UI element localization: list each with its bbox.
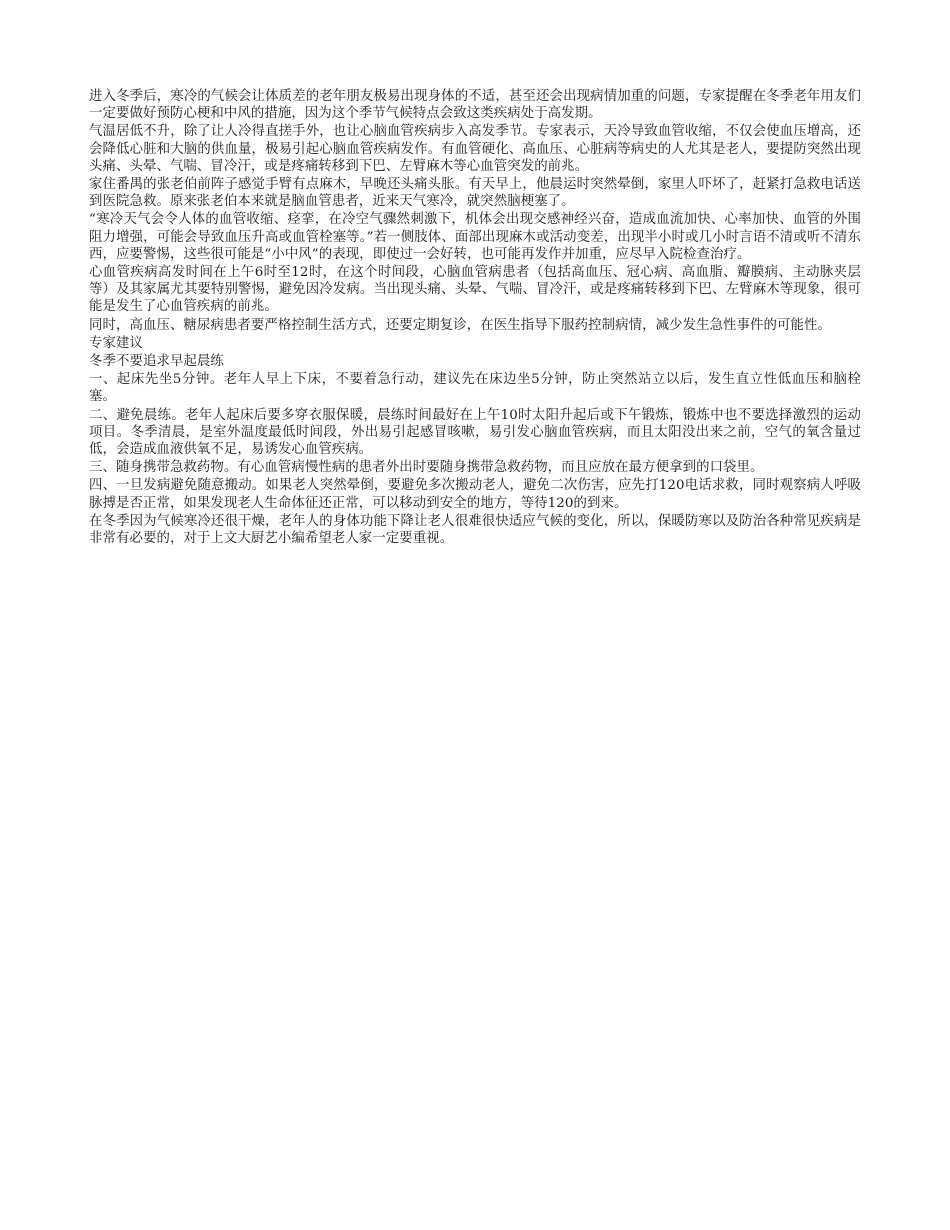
advice-item-3: 三、随身携带急救药物。有心血管病慢性病的患者外出时要随身携带急救药物，而且应放在最方便拿到的口袋里。 bbox=[89, 460, 764, 476]
paragraph-temperature: 气温居低不升，除了让人冷得直搓手外，也让心脑血管疾病步入高发季节。专家表示，天冷导致血管收缩，不仅会使血压增高，还会降低心脏和大脑的供血量，极易引起心脑血管疾病发作。有血管硬化、高血压、心脏病等病史的人尤其是老人，要提防突然出现头痛、头晕、气喘、冒冷汗，或是疼痛转移到下巴、左臂麻木等心血管突发的前兆。 bbox=[89, 124, 861, 174]
paragraph-peak-time: 心血管疾病高发时间在上午6时至12时，在这个时间段，心脑血管病患者（包括高血压、冠心病、高血脂、瓣膜病、主动脉夹层等）及其家属尤其要特别警惕，避免因冷发病。当出现头痛、头晕、气喘、冒冷汗，或是疼痛转移到下巴、左臂麻木等现象，很可能是发生了心血管疾病的前兆。 bbox=[89, 265, 861, 315]
paragraph-conclusion: 在冬季因为气候寒冷还很干燥，老年人的身体功能下降让老人很难很快适应气候的变化，所以，保暖防寒以及防治各种常见疾病是非常有必要的，对于上文大厨艺小编希望老人家一定要重视。 bbox=[89, 513, 861, 547]
section-heading-expert-advice: 专家建议 bbox=[89, 335, 143, 351]
section-subheading-morning-exercise: 冬季不要追求早起晨练 bbox=[89, 354, 224, 370]
paragraph-intro: 进入冬季后，寒冷的气候会让体质差的老年朋友极易出现身体的不适，甚至还会出现病情加重的问题，专家提醒在冬季老年用友们一定要做好预防心梗和中风的措施，因为这个季节气候特点会致这类疾病处于高发期。 bbox=[89, 89, 861, 122]
paragraph-case-story: 家住番禺的张老伯前阵子感觉手臂有点麻木，早晚还头痛头胀。有天早上，他晨运时突然晕倒，家里人吓坏了，赶紧打急救电话送到医院急救。原来张老伯本来就是脑血管患者，近来天气寒冷，就突然脑梗塞了。 bbox=[89, 177, 861, 210]
advice-item-1: 一、起床先坐5分钟。老年人早上下床，不要着急行动，建议先在床边坐5分钟，防止突然站立以后，发生直立性低血压和脑栓塞。 bbox=[89, 372, 861, 405]
paragraph-lifestyle: 同时，高血压、糖尿病患者要严格控制生活方式，还要定期复诊，在医生指导下服药控制病情，减少发生急性事件的可能性。 bbox=[89, 317, 831, 333]
article-body bbox=[89, 88, 861, 548]
advice-item-2: 二、避免晨练。老年人起床后要多穿衣服保暖，晨练时间最好在上午10时太阳升起后或下午锻炼，锻炼中也不要选择激烈的运动项目。冬季清晨，是室外温度最低时间段，外出易引起感冒咳嗽，易引发心脑血管疾病，而且太阳没出来之前，空气的氧含量过低，会造成血液供氧不足，易诱发心血管疾病。 bbox=[89, 407, 861, 458]
paragraph-cold-effects: “寒冷天气会令人体的血管收缩、痉挛，在冷空气骤然刺激下，机体会出现交感神经兴奋，造成血流加快、心率加快、血管的外围阻力增强，可能会导致血压升高或血管栓塞等。”若一侧肢体、面部出现麻木或活动变差，出现半小时或几小时言语不清或听不清东西，应要警惕，这些很可能是“小中风”的表现，即使过一会好转，也可能再发作并加重，应尽早入院检查治疗。 bbox=[89, 212, 861, 262]
advice-item-4: 四、一旦发病避免随意搬动。如果老人突然晕倒，要避免多次搬动老人，避免二次伤害，应先打120电话求救，同时观察病人呼吸脉搏是否正常，如果发现老人生命体征还正常，可以移动到安全的地方，等待120的到来。 bbox=[89, 478, 861, 511]
